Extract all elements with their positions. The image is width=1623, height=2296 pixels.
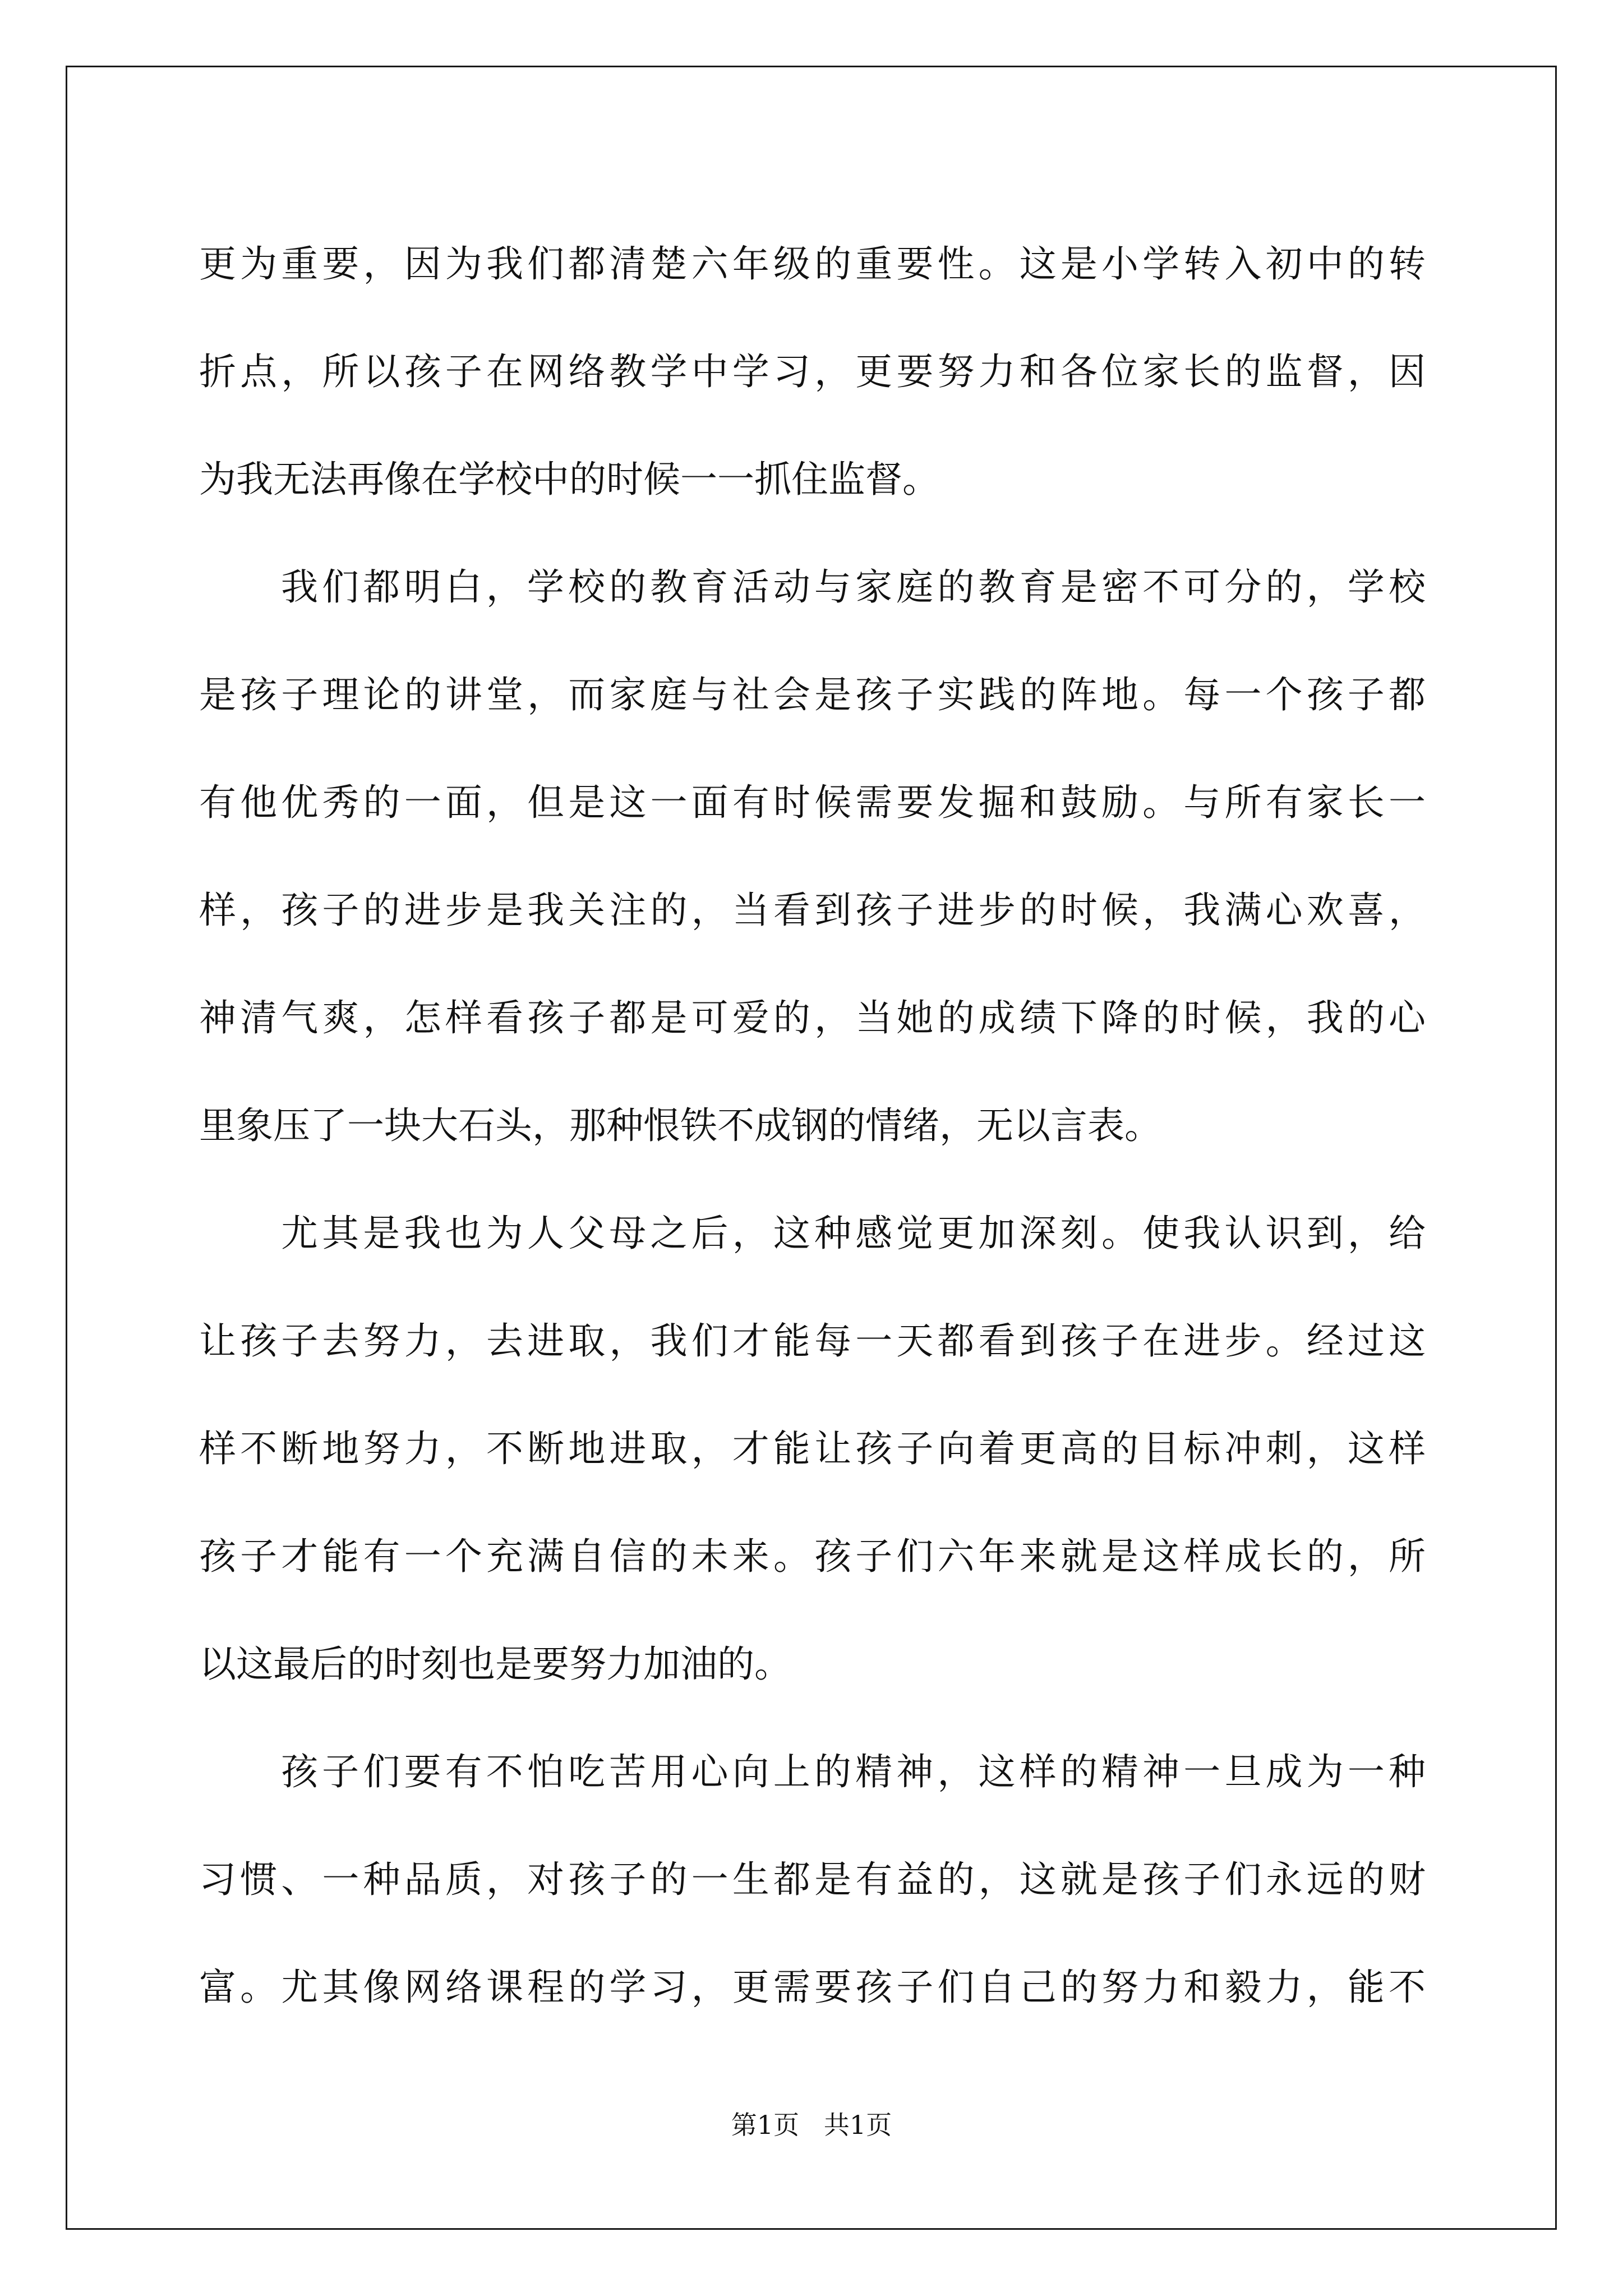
document-body — [199, 210, 1426, 2041]
text-line: 是孩子理论的讲堂，而家庭与社会是孩子实践的阵地。每一个孩子都 — [199, 673, 1426, 716]
text-line: 有他优秀的一面，但是这一面有时候需要发掘和鼓励。与所有家长一 — [199, 781, 1426, 824]
page-number-footer: 第1页 共1页 — [731, 2110, 892, 2140]
text-line: 我们都明白，学校的教育活动与家庭的教育是密不可分的，学校 — [281, 565, 1426, 609]
text-line: 样不断地努力，不断地进取，才能让孩子向着更高的目标冲刺，这样 — [199, 1427, 1426, 1470]
text-line: 样，孩子的进步是我关注的，当看到孩子进步的时候，我满心欢喜， — [199, 889, 1426, 932]
text-line: 以这最后的时刻也是要努力加油的。 — [199, 1642, 791, 1686]
text-line: 里象压了一块大石头，那种恨铁不成钢的情绪，无以言表。 — [199, 1104, 1161, 1147]
text-line: 孩子才能有一个充满自信的未来。孩子们六年来就是这样成长的，所 — [199, 1535, 1426, 1578]
text-line: 折点，所以孩子在网络教学中学习，更要努力和各位家长的监督，因 — [199, 350, 1426, 393]
text-line: 为我无法再像在学校中的时候一一抓住监督。 — [199, 458, 939, 501]
text-line: 让孩子去努力，去进取，我们才能每一天都看到孩子在进步。经过这 — [199, 1319, 1426, 1363]
text-line: 神清气爽，怎样看孩子都是可爱的，当她的成绩下降的时候，我的心 — [199, 996, 1426, 1039]
text-line: 富。尤其像网络课程的学习，更需要孩子们自己的努力和毅力，能不 — [199, 1966, 1426, 2009]
text-line: 更为重要，因为我们都清楚六年级的重要性。这是小学转入初中的转 — [199, 242, 1426, 286]
text-line: 习惯、一种品质，对孩子的一生都是有益的，这就是孩子们永远的财 — [199, 1858, 1426, 1901]
text-line: 尤其是我也为人父母之后，这种感觉更加深刻。使我认识到，给 — [281, 1212, 1426, 1255]
text-line: 孩子们要有不怕吃苦用心向上的精神，这样的精神一旦成为一种 — [281, 1750, 1426, 1793]
